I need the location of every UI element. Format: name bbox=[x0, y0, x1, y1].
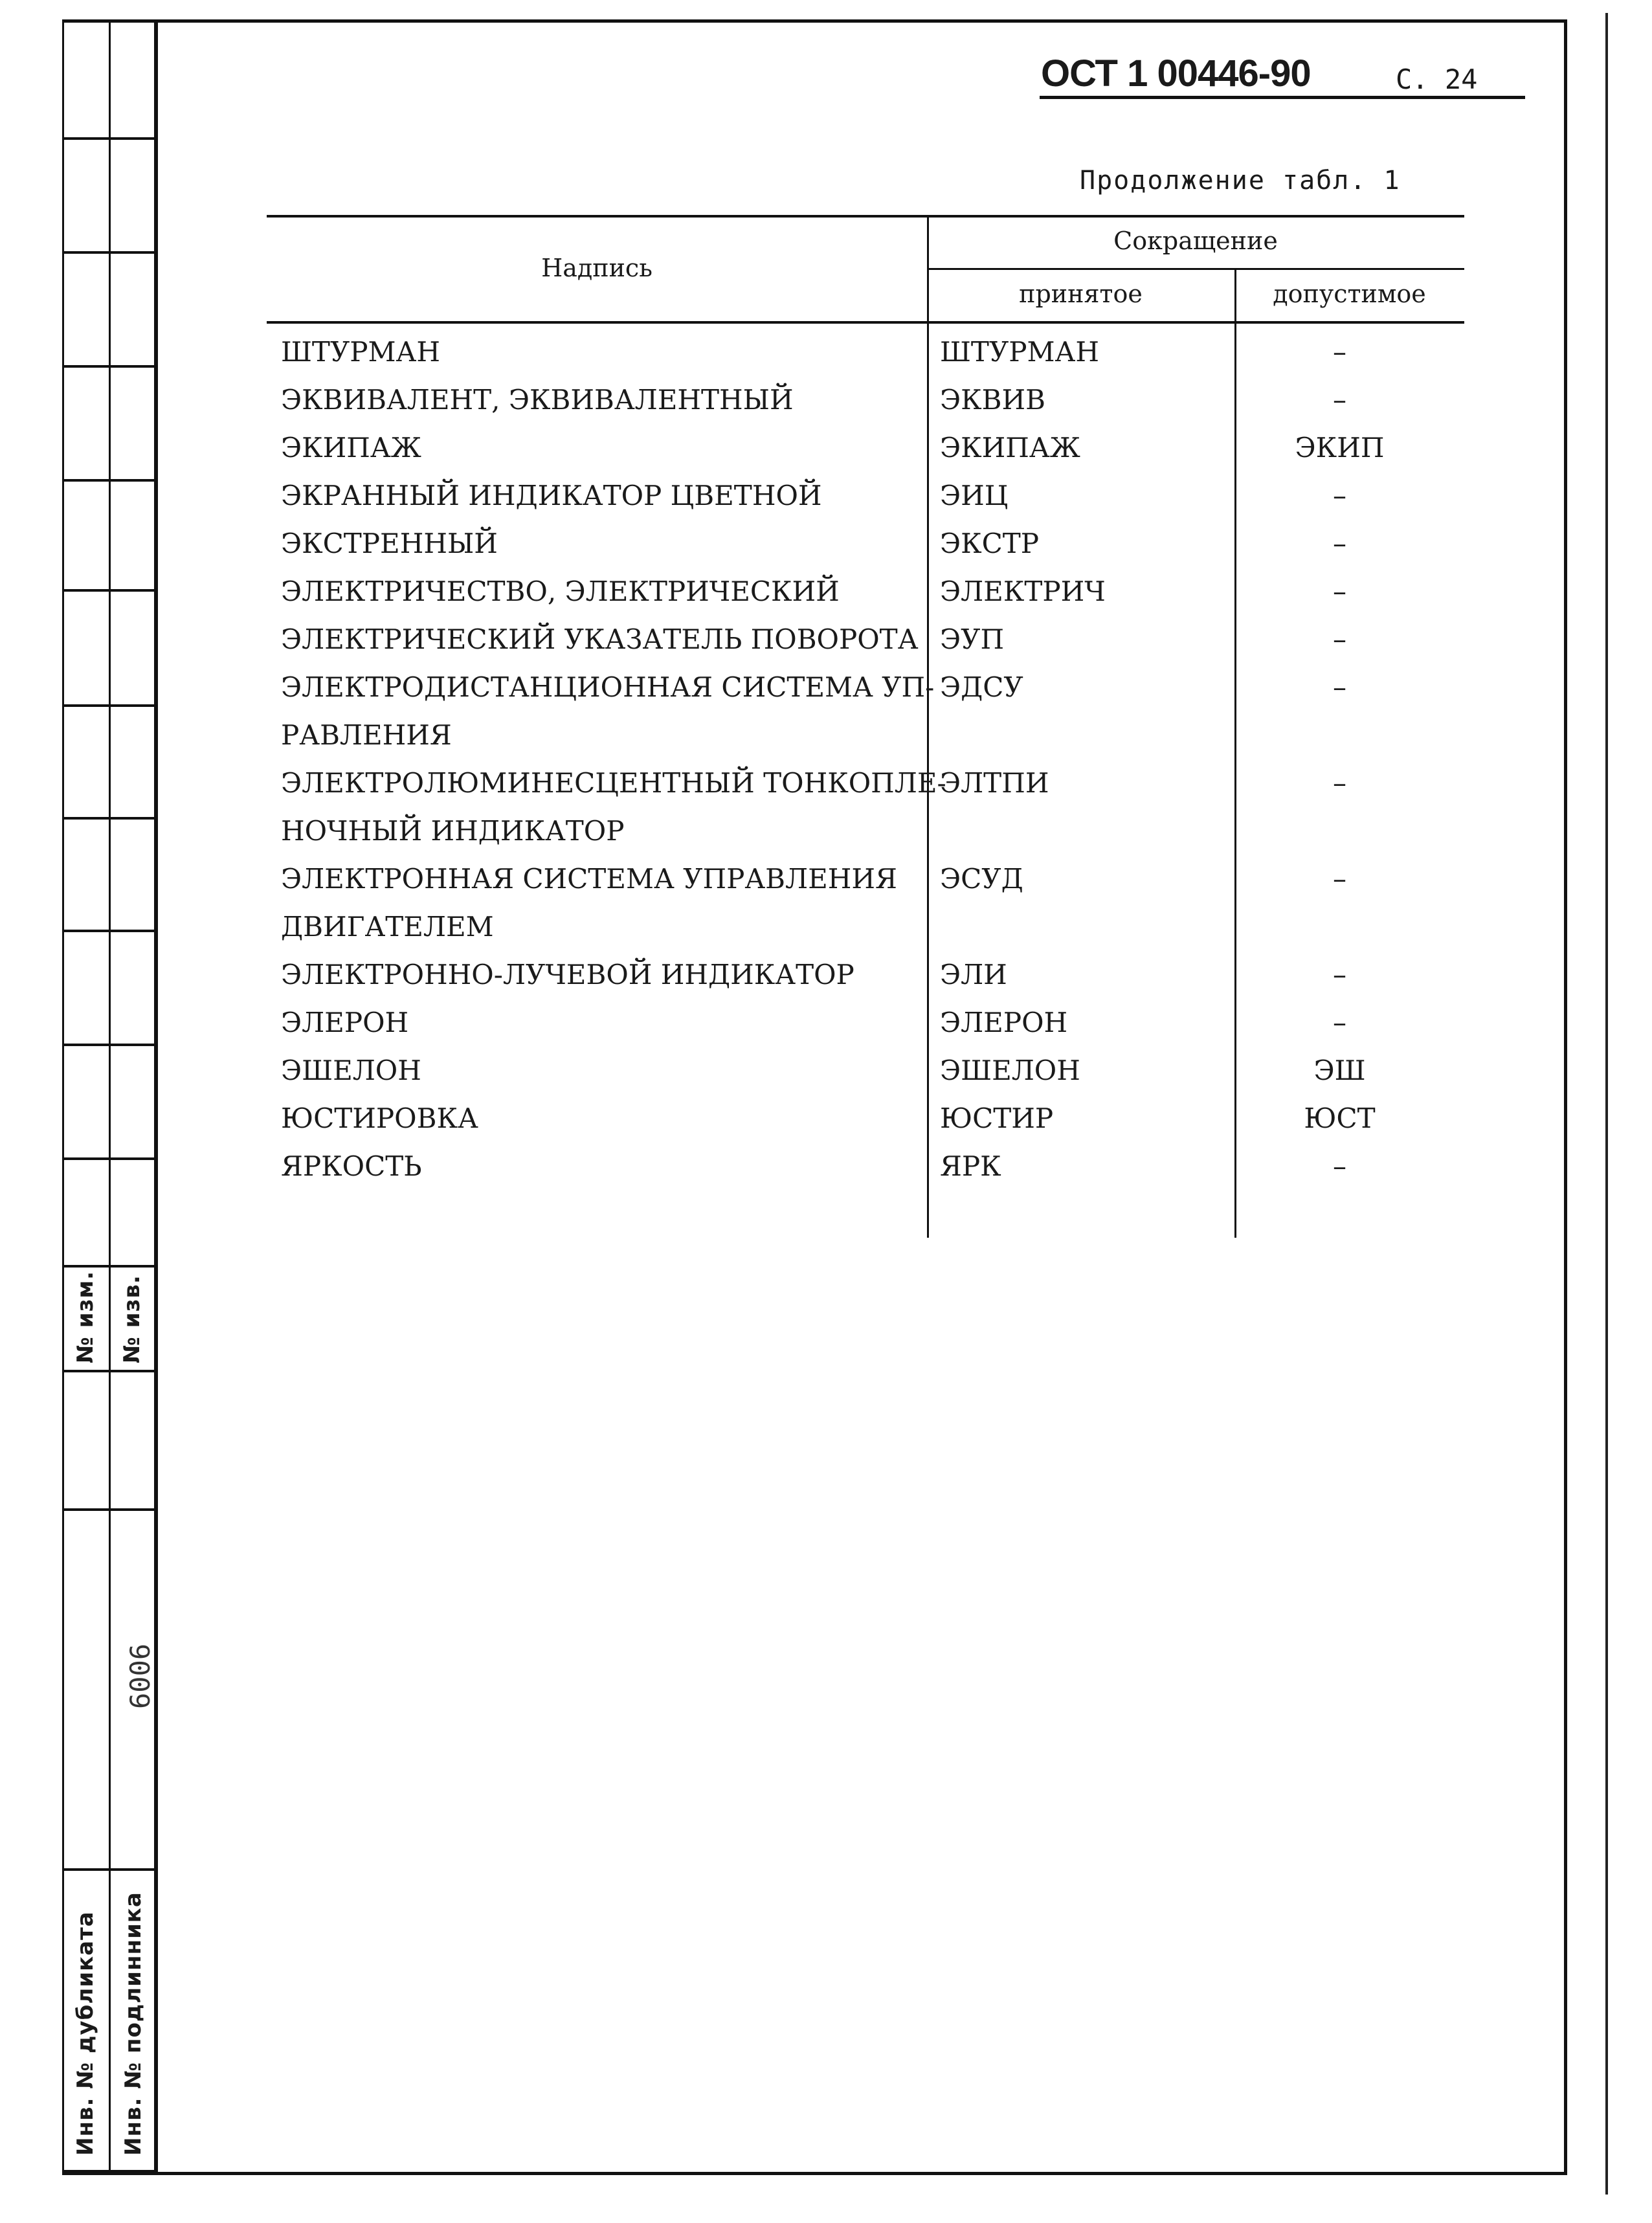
row-allowed-abbr: ЭКИП bbox=[1295, 432, 1385, 464]
row-accepted-abbr: ЭИЦ bbox=[940, 480, 1009, 511]
row-allowed-abbr: ЮСТ bbox=[1304, 1102, 1376, 1134]
row-accepted-abbr: ЭДСУ bbox=[940, 671, 1023, 703]
row-label: ЭЛЕРОН bbox=[281, 1007, 409, 1038]
table-caption: Продолжение табл. 1 bbox=[1080, 166, 1401, 195]
row-accepted-abbr: ЭЛЕКТРИЧ bbox=[940, 575, 1106, 607]
header-bottom-rule bbox=[267, 321, 1464, 324]
duplicate-inv-label: Инв. № дубликата bbox=[73, 1911, 98, 2156]
row-allowed-abbr: – bbox=[1333, 863, 1346, 895]
row-label: ЭЛЕКТРИЧЕСКИЙ УКАЗАТЕЛЬ ПОВОРОТА bbox=[281, 623, 919, 655]
scan-edge-line bbox=[1605, 13, 1608, 2195]
row-allowed-abbr: – bbox=[1333, 384, 1346, 416]
row-label-continuation: НОЧНЫЙ ИНДИКАТОР bbox=[281, 815, 625, 847]
row-allowed-abbr: – bbox=[1333, 575, 1346, 607]
row-accepted-abbr: ШТУРМАН bbox=[940, 336, 1099, 368]
row-label: ЭЛЕКТРОННАЯ СИСТЕМА УПРАВЛЕНИЯ bbox=[281, 863, 897, 895]
row-allowed-abbr: – bbox=[1333, 528, 1346, 559]
row-label: ЭКВИВАЛЕНТ, ЭКВИВАЛЕНТНЫЙ bbox=[281, 384, 794, 416]
header-rule bbox=[1040, 96, 1525, 99]
row-accepted-abbr: ЭЛЕРОН bbox=[940, 1007, 1068, 1038]
row-allowed-abbr: – bbox=[1333, 671, 1346, 703]
stamp-strip bbox=[62, 19, 158, 2175]
row-allowed-abbr: – bbox=[1333, 336, 1346, 368]
notice-no-label: № изв. bbox=[119, 1275, 145, 1363]
row-label-continuation: РАВЛЕНИЯ bbox=[281, 719, 452, 751]
col-group-header: Сокращение bbox=[1113, 227, 1278, 255]
row-allowed-abbr: – bbox=[1333, 767, 1346, 799]
abbreviation-table bbox=[267, 215, 1464, 1238]
change-no-label: № изм. bbox=[73, 1270, 98, 1363]
row-label: ШТУРМАН bbox=[281, 336, 440, 368]
col-header-allowed: допустимое bbox=[1273, 280, 1426, 308]
row-allowed-abbr: – bbox=[1333, 480, 1346, 511]
original-inv-value: 6006 bbox=[124, 1643, 156, 1709]
row-allowed-abbr: – bbox=[1333, 1007, 1346, 1038]
row-accepted-abbr: ЯРК bbox=[940, 1150, 1001, 1182]
row-label: ЭКСТРЕННЫЙ bbox=[281, 528, 498, 559]
row-allowed-abbr: ЭШ bbox=[1313, 1055, 1366, 1086]
page-number: С. 24 bbox=[1396, 63, 1478, 95]
original-inv-label: Инв. № подлинника bbox=[120, 1892, 146, 2156]
column-divider-1 bbox=[927, 215, 929, 1238]
row-label: ЮСТИРОВКА bbox=[281, 1102, 478, 1134]
row-label: ЭЛЕКТРОННО-ЛУЧЕВОЙ ИНДИКАТОР bbox=[281, 959, 854, 990]
row-accepted-abbr: ЭЛИ bbox=[940, 959, 1007, 990]
row-label: ЯРКОСТЬ bbox=[281, 1150, 422, 1182]
row-label: ЭКИПАЖ bbox=[281, 432, 421, 464]
row-accepted-abbr: ЮСТИР bbox=[940, 1102, 1054, 1134]
col-header-label: Надпись bbox=[541, 254, 653, 282]
row-label: ЭЛЕКТРИЧЕСТВО, ЭЛЕКТРИЧЕСКИЙ bbox=[281, 575, 840, 607]
group-rule bbox=[927, 268, 1464, 270]
row-accepted-abbr: ЭКСТР bbox=[940, 528, 1040, 559]
row-label: ЭШЕЛОН bbox=[281, 1055, 421, 1086]
row-allowed-abbr: – bbox=[1333, 623, 1346, 655]
row-label: ЭКРАННЫЙ ИНДИКАТОР ЦВЕТНОЙ bbox=[281, 480, 822, 511]
row-accepted-abbr: ЭКВИВ bbox=[940, 384, 1045, 416]
row-accepted-abbr: ЭУП bbox=[940, 623, 1005, 655]
row-allowed-abbr: – bbox=[1333, 1150, 1346, 1182]
document-code: ОСТ 1 00446-90 bbox=[1041, 52, 1311, 95]
row-accepted-abbr: ЭШЕЛОН bbox=[940, 1055, 1080, 1086]
row-allowed-abbr: – bbox=[1333, 959, 1346, 990]
row-label: ЭЛЕКТРОДИСТАНЦИОННАЯ СИСТЕМА УП- bbox=[281, 671, 935, 703]
col-header-accepted: принятое bbox=[1019, 280, 1143, 308]
row-accepted-abbr: ЭЛТПИ bbox=[940, 767, 1049, 799]
row-label: ЭЛЕКТРОЛЮМИНЕСЦЕНТНЫЙ ТОНКОПЛЕ- bbox=[281, 767, 946, 799]
column-divider-2 bbox=[1234, 270, 1236, 1238]
row-accepted-abbr: ЭСУД bbox=[940, 863, 1023, 895]
row-label-continuation: ДВИГАТЕЛЕМ bbox=[281, 911, 494, 943]
row-accepted-abbr: ЭКИПАЖ bbox=[940, 432, 1080, 464]
